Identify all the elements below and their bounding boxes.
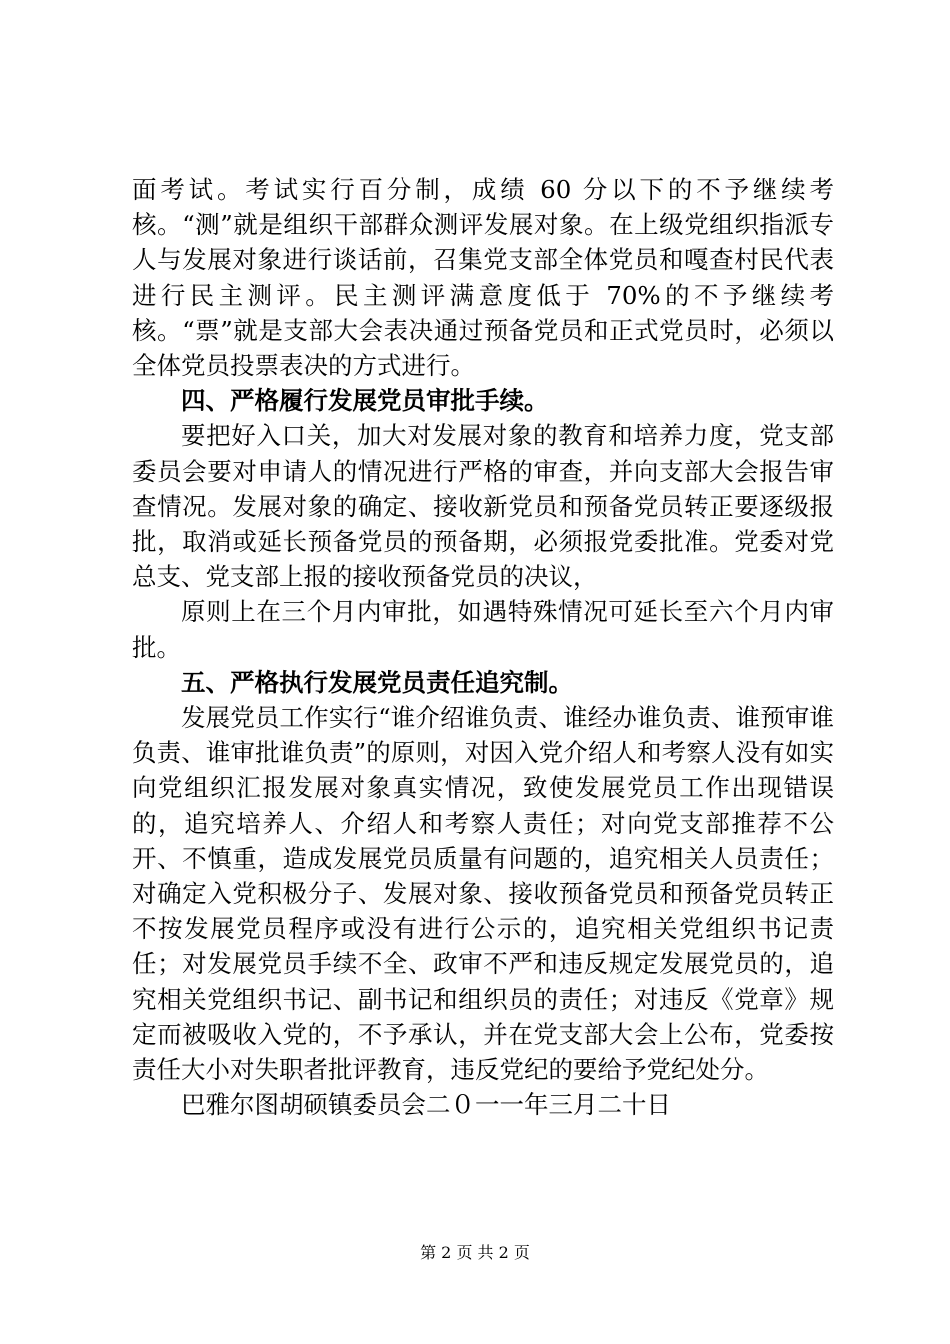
paragraph-approval: 要把好入口关，加大对发展对象的教育和培养力度，党支部委员会要对申请人的情况进行严格的审查，并向支部大会报告审查情况。发展对象的确定、接收新党员和预备党员转正要逐级报批，取消或延长预备党员的预备期，必须报党委批准。党委对党总支、党支部上报的接收预备党员的决议， (132, 421, 834, 592)
signature-line: 巴雅尔图胡硕镇委员会二０一一年三月二十日 (181, 1090, 671, 1120)
document-body (132, 172, 834, 1122)
paragraph-continuation: 面考试。考试实行百分制，成绩 60 分以下的不予继续考核。“测”就是组织干部群众测评发展对象。在上级党组织指派专人与发展对象进行谈话前，召集党支部全体党员和嘎查村民代表进行民主测评。民主测评满意度低于 70%的不予继续考核。“票”就是支部大会表决通过预备党员和正式党员时，必须以全体党员投票表决的方式进行。 (132, 175, 834, 381)
section-heading-four: 四、严格履行发展党员审批手续。 (181, 386, 549, 416)
paragraph-accountability: 发展党员工作实行“谁介绍谁负责、谁经办谁负责、谁预审谁负责、谁审批谁负责”的原则，对因入党介绍人和考察人没有如实向党组织汇报发展对象真实情况，致使发展党员工作出现错误的，追究培养人、介绍人和考察人责任；对向党支部推荐不公开、不慎重，造成发展党员质量有问题的，追究相关人员责任；对确定入党积极分子、发展对象、接收预备党员和预备党员转正不按发展党员程序或没有进行公示的，追究相关党组织书记责任；对发展党员手续不全、政审不严和违反规定发展党员的，追究相关党组织书记、副书记和组织员的责任；对违反《党章》规定而被吸收入党的，不予承认，并在党支部大会上公布，党委按责任大小对失职者批评教育，违反党纪的要给予党纪处分。 (132, 703, 834, 1085)
page-number-footer: 第 2 页 共 2 页 (420, 1243, 530, 1262)
paragraph-approval-deadline: 原则上在三个月内审批，如遇特殊情况可延长至六个月内审批。 (132, 597, 834, 662)
section-heading-five: 五、严格执行发展党员责任追究制。 (181, 667, 573, 697)
